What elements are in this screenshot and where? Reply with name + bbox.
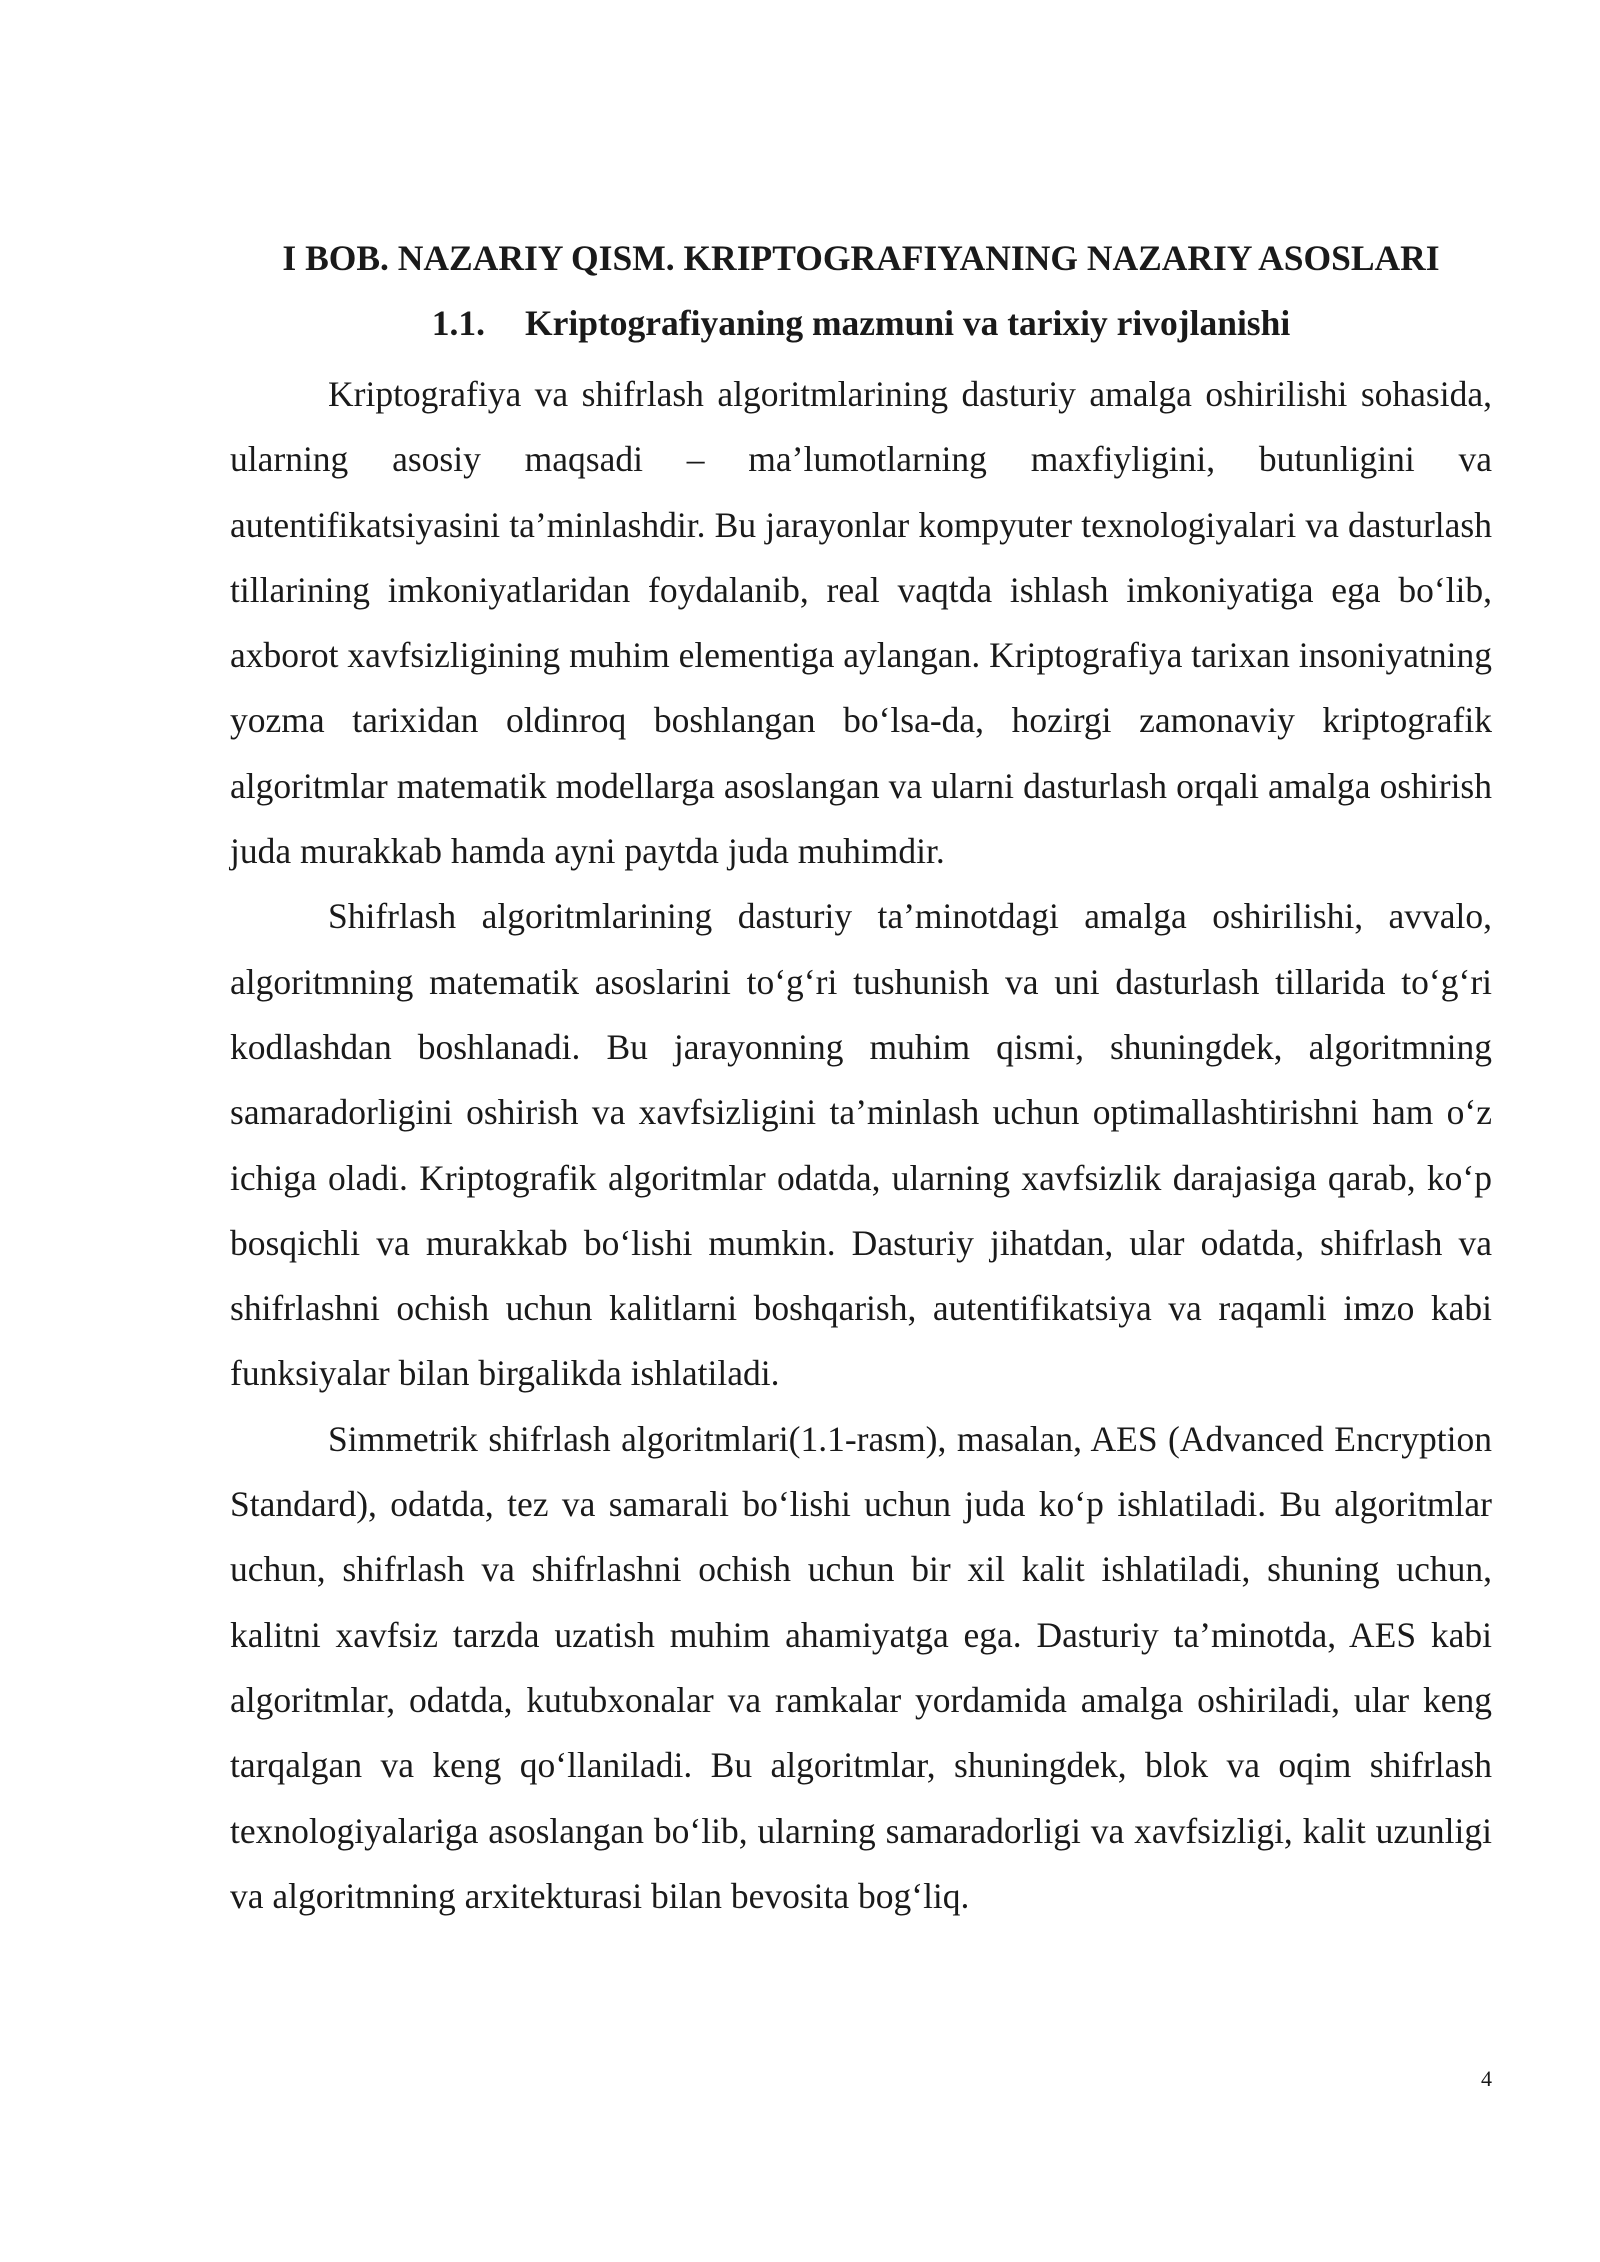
page-body [230,232,1492,1929]
section-heading [230,297,1492,349]
section-title: Kriptografiyaning mazmuni va tarixiy rivojlanishi [525,303,1291,343]
body-paragraph-2: Shifrlash algoritmlarining dasturiy ta’minotdagi amalga oshirilishi, avvalo, algoritmning matematik asoslarini to‘g‘ri tushunish va uni dasturlash tillarida to‘g‘ri kodlashdan boshlanadi. Bu jarayonning muhim qismi, shuningdek, algoritmning samaradorligini oshirish va xavfsizligini ta’minlash uchun optimallashtirishni ham o‘z ichiga oladi. Kriptografik algoritmlar odatda, ularning xavfsizlik darajasiga qarab, ko‘p bosqichli va murakkab bo‘lishi mumkin. Dasturiy jihatdan, ular odatda, shifrlash va shifrlashni ochish uchun kalitlarni boshqarish, autentifikatsiya va raqamli imzo kabi funksiyalar bilan birgalikda ishlatiladi. [230,896,1492,1394]
section-number: 1.1. [431,303,485,343]
chapter-title: I BOB. NAZARIY QISM. KRIPTOGRAFIYANING NAZARIY ASOSLARI [282,238,1440,278]
body-paragraph-1: Kriptografiya va shifrlash algoritmlarining dasturiy amalga oshirilishi sohasida, ularning asosiy maqsadi – ma’lumotlarning maxfiyligini, butunligini va autentifikatsiyasini ta’minlashdir. Bu jarayonlar kompyuter texnologiyalari va dasturlash tillarining imkoniyatlaridan foydalanib, real vaqtda ishlash imkoniyatiga ega bo‘lib, axborot xavfsizligining muhim elementiga aylangan. Kriptografiya tarixan insoniyatning yozma tarixidan oldinroq boshlangan bo‘lsa-da, hozirgi zamonaviy kriptografik algoritmlar matematik modellarga asoslangan va ularni dasturlash orqali amalga oshirish juda murakkab hamda ayni paytda juda muhimdir. [230,374,1492,872]
body-paragraph-3: Simmetrik shifrlash algoritmlari(1.1-rasm), masalan, AES (Advanced Encryption Standard), odatda, tez va samarali bo‘lishi uchun juda ko‘p ishlatiladi. Bu algoritmlar uchun, shifrlash va shifrlashni ochish uchun bir xil kalit ishlatiladi, shuning uchun, kalitni xavfsiz tarzda uzatish muhim ahamiyatga ega. Dasturiy ta’minotda, AES kabi algoritmlar, odatda, kutubxonalar va ramkalar yordamida amalga oshiriladi, ular keng tarqalgan va keng qo‘llaniladi. Bu algoritmlar, shuningdek, blok va oqim shifrlash texnologiyalariga asoslangan bo‘lib, ularning samaradorligi va xavfsizligi, kalit uzunligi va algoritmning arxitekturasi bilan bevosita bog‘liq. [230,1418,1492,1916]
page-number: 4 [1481,2066,1492,2091]
